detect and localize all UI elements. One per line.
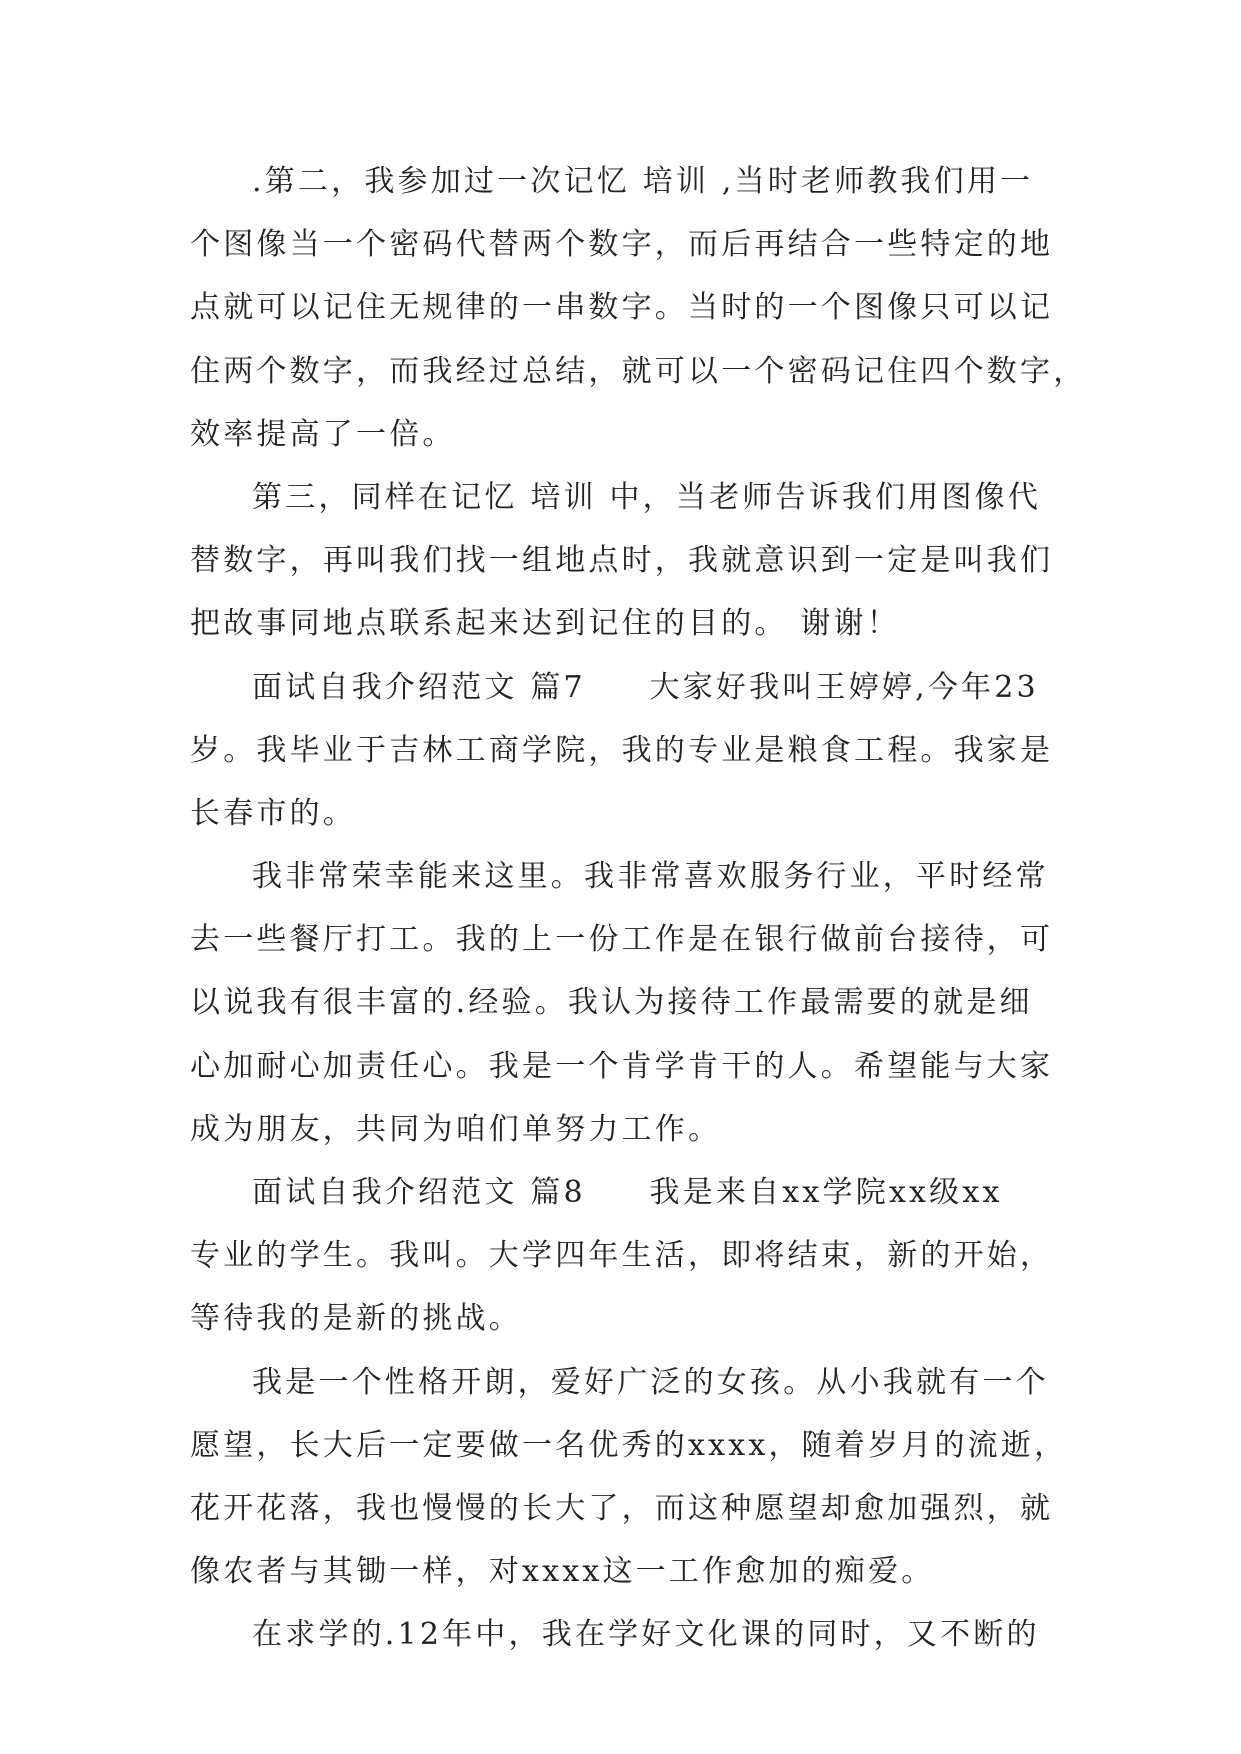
- text-line: 在求学的.12年中，我在学好文化课的同时，又不断的: [252, 1617, 1040, 1653]
- text-line: 像农者与其锄一样，对xxxx这一工作愈加的痴爱。: [190, 1554, 935, 1590]
- text-line: 以说我有很丰富的.经验。我认为接待工作最需要的就是细: [190, 985, 1033, 1021]
- text-line: 住两个数字，而我经过总结，就可以一个密码记住四个数字，: [190, 353, 1087, 389]
- text-line: 把故事同地点联系起来达到记住的目的。 谢谢！: [190, 606, 900, 642]
- text-line: 个图像当一个密码代替两个数字，而后再结合一些特定的地: [190, 227, 1054, 263]
- text-line: 我非常荣幸能来这里。我非常喜欢服务行业，平时经常: [252, 859, 1049, 895]
- text-line: 专业的学生。我叫。大学四年生活，即将结束，新的开始，: [190, 1238, 1054, 1274]
- text-line: 我是一个性格开朗，爱好广泛的女孩。从小我就有一个: [252, 1364, 1049, 1400]
- text-line: 长春市的。: [190, 795, 356, 831]
- section-heading-line: 面试自我介绍范文 篇7 大家好我叫王婷婷,今年23: [252, 669, 1039, 705]
- document-body: [190, 150, 1087, 1667]
- text-line: 成为朋友，共同为咱们单努力工作。: [190, 1111, 722, 1147]
- text-line: 替数字，再叫我们找一组地点时，我就意识到一定是叫我们: [190, 543, 1054, 579]
- text-line: .第二，我参加过一次记忆 培训 ,当时老师教我们用一: [252, 164, 1034, 199]
- text-line: 第三，同样在记忆 培训 中，当老师告诉我们用图像代: [252, 479, 1042, 515]
- text-line: 点就可以记住无规律的一串数字。当时的一个图像只可以记: [190, 290, 1054, 326]
- text-line: 等待我的是新的挑战。: [190, 1301, 522, 1337]
- text-line: 花开花落，我也慢慢的长大了，而这种愿望却愈加强烈，就: [190, 1490, 1054, 1526]
- text-line: 效率提高了一倍。: [190, 416, 456, 452]
- text-line: 心加耐心加责任心。我是一个肯学肯干的人。希望能与大家: [190, 1048, 1054, 1084]
- text-line: 去一些餐厅打工。我的上一份工作是在银行做前台接待，可: [190, 922, 1054, 958]
- text-line: 愿望，长大后一定要做一名优秀的xxxx，随着岁月的流逝，: [190, 1427, 1068, 1463]
- section-heading-line: 面试自我介绍范文 篇8 我是来自xx学院xx级xx: [252, 1175, 1003, 1210]
- text-line: 岁。我毕业于吉林工商学院，我的专业是粮食工程。我家是: [190, 732, 1054, 768]
